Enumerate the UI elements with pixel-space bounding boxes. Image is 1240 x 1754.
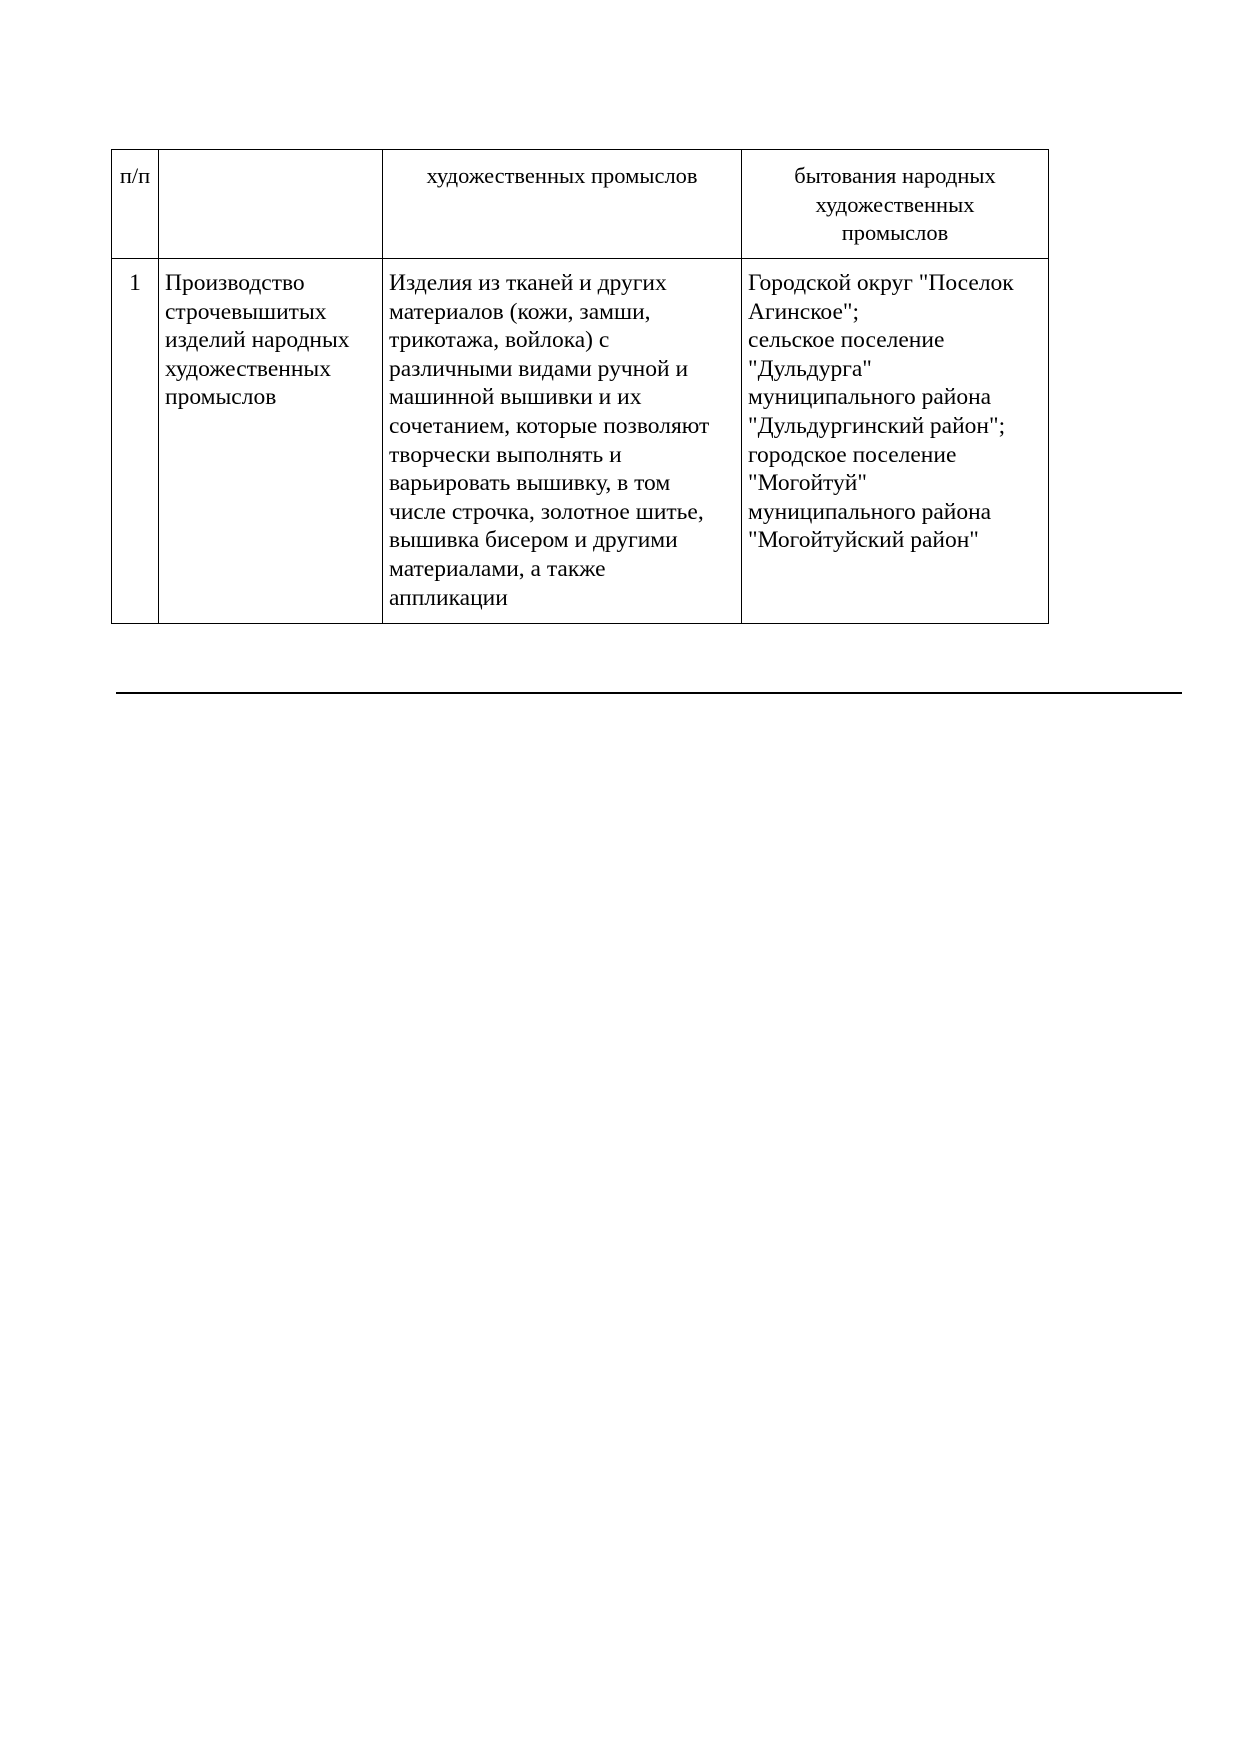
header-number-cell: п/п — [112, 150, 159, 259]
table-header-row — [112, 150, 1049, 259]
craft-places-line: Агинское"; — [748, 298, 860, 325]
table-row — [112, 259, 1049, 624]
header-places-cell — [742, 150, 1049, 259]
craft-items-line: Изделия из тканей и других — [389, 270, 667, 296]
craft-places-line: сельское поселение — [748, 327, 945, 354]
header-places-line: промыслов — [841, 220, 949, 246]
craft-places-line: "Могойтуйский район" — [748, 527, 979, 554]
crafts-table — [111, 149, 1049, 624]
craft-items-cell — [383, 259, 742, 624]
craft-items-line: материалами, а также — [389, 555, 606, 582]
craft-name-line: Производство — [165, 270, 305, 296]
header-name-cell — [159, 150, 383, 259]
craft-places-line: городское поселение — [748, 441, 957, 468]
craft-name-cell — [159, 259, 383, 624]
craft-name-line: промыслов — [165, 384, 277, 411]
horizontal-rule — [116, 692, 1182, 694]
craft-name-line: художественных — [165, 355, 331, 382]
header-places-line: художественных — [815, 191, 975, 217]
craft-items-line: творчески выполнять и — [389, 441, 622, 468]
craft-places-line: "Дульдургинский район"; — [748, 412, 1006, 439]
header-items-cell: художественных промыслов — [383, 150, 742, 259]
craft-places-line: муниципального района — [748, 384, 992, 411]
craft-name-line: строчевышитых — [165, 298, 327, 325]
header-places-line: бытования народных — [794, 163, 996, 188]
craft-name-line: изделий народных — [165, 327, 350, 354]
craft-places-cell — [742, 259, 1049, 624]
craft-items-line: машинной вышивки и их — [389, 384, 642, 411]
craft-places-line: муниципального района — [748, 498, 992, 525]
craft-items-line: материалов (кожи, замши, — [389, 298, 651, 325]
craft-places-line: "Могойтуй" — [748, 470, 867, 497]
craft-items-line: различными видами ручной и — [389, 355, 689, 382]
craft-items-line: вышивка бисером и другими — [389, 527, 678, 554]
craft-items-line: числе строчка, золотное шитье, — [389, 498, 704, 525]
craft-items-line: аппликации — [389, 584, 508, 611]
craft-items-line: трикотажа, войлока) с — [389, 327, 610, 354]
row-number-cell: 1 — [112, 259, 159, 624]
craft-places-line: Городской округ "Поселок — [748, 270, 1014, 296]
craft-items-line: сочетанием, которые позволяют — [389, 412, 710, 439]
craft-items-line: варьировать вышивку, в том — [389, 470, 671, 497]
craft-places-line: "Дульдурга" — [748, 355, 872, 382]
